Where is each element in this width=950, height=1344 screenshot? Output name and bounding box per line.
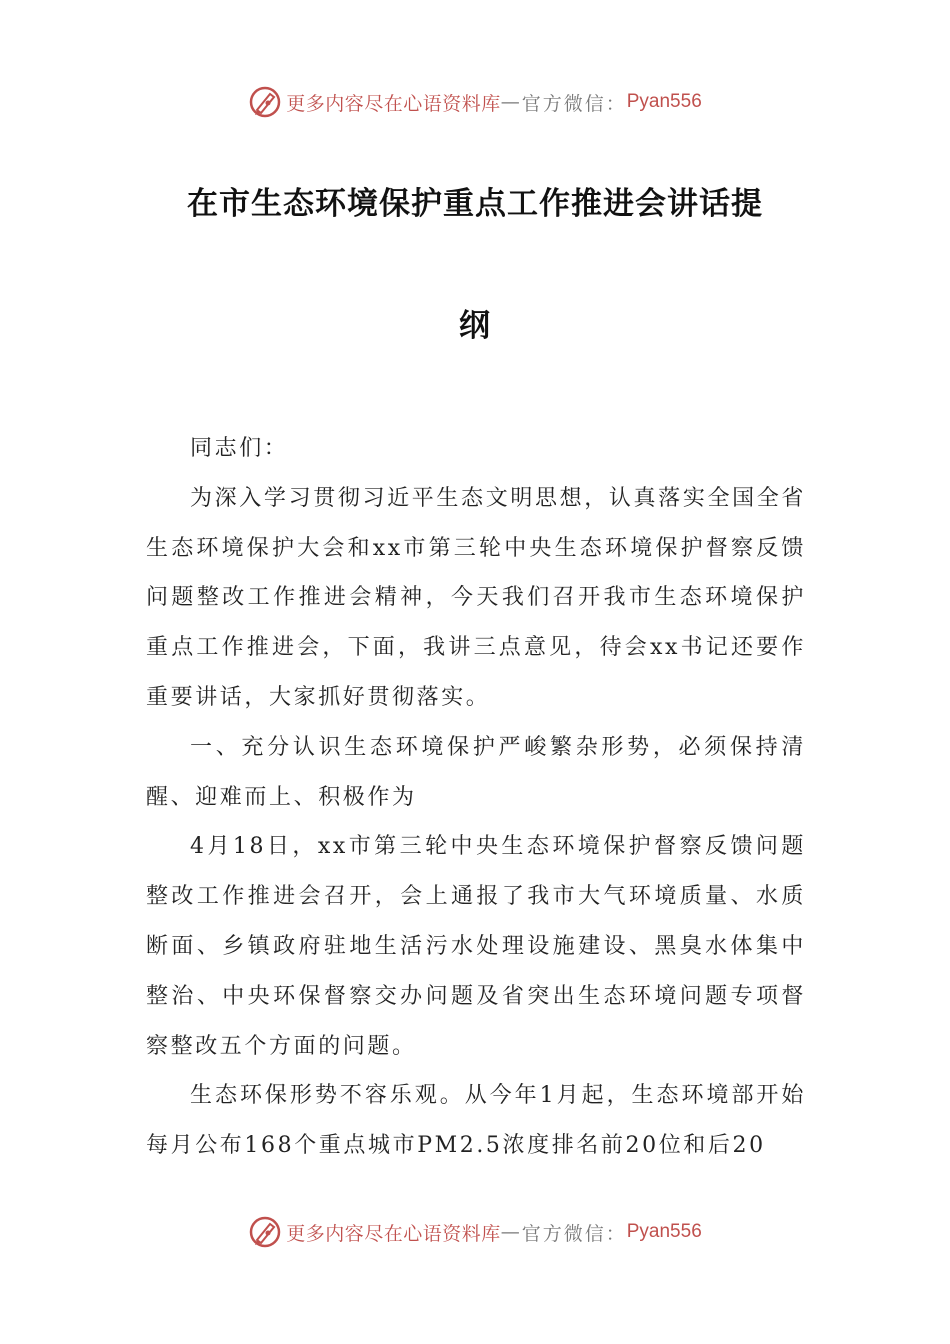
- header-watermark: [0, 82, 950, 122]
- watermark-wechat: Pyan556: [626, 91, 702, 112]
- pen-logo-icon: [248, 85, 282, 119]
- pen-logo-icon: [248, 1215, 282, 1249]
- watermark-dash: —: [500, 91, 522, 113]
- watermark-text: 更多内容尽在心语资料库: [286, 1222, 501, 1245]
- section-heading: 一、充分认识生态环境保护严峻繁杂形势，必须保持清醒、迎难而上、积极作为: [146, 734, 806, 810]
- watermark-text: 更多内容尽在心语资料库: [286, 92, 501, 115]
- paragraph: 4月18日，xx市第三轮中央生态环境保护督察反馈问题整改工作推进会召开，会上通报了我市大气环境质量、水质断面、乡镇政府驻地生活污水处理设施建设、黑臭水体集中整治、中央环保督察交办问题及省突出生态环境问题专项督察整改五个方面的问题。: [146, 834, 806, 1059]
- document-title-line-1: 在市生态环境保护重点工作推进会讲话提: [187, 186, 763, 222]
- watermark-dash: —: [500, 1221, 522, 1243]
- paragraph: 为深入学习贯彻习近平生态文明思想，认真落实全国全省生态环境保护大会和xx市第三轮中央生态环境保护督察反馈问题整改工作推进会精神，今天我们召开我市生态环境保护重点工作推进会，下面，我讲三点意见，待会xx书记还要作重要讲话，大家抓好贯彻落实。: [146, 485, 806, 710]
- paragraph: 生态环保形势不容乐观。从今年1月起，生态环境部开始每月公布168个重点城市PM2.5浓度排名前20位和后20: [146, 1083, 806, 1159]
- document-body: [146, 424, 806, 1171]
- document-title-line-2: 纲: [459, 308, 491, 344]
- salutation: 同志们：: [190, 436, 289, 461]
- watermark-label: 官方微信：: [521, 92, 627, 115]
- watermark-wechat: Pyan556: [626, 1221, 702, 1242]
- footer-watermark: [0, 1212, 950, 1252]
- watermark-label: 官方微信：: [521, 1222, 627, 1245]
